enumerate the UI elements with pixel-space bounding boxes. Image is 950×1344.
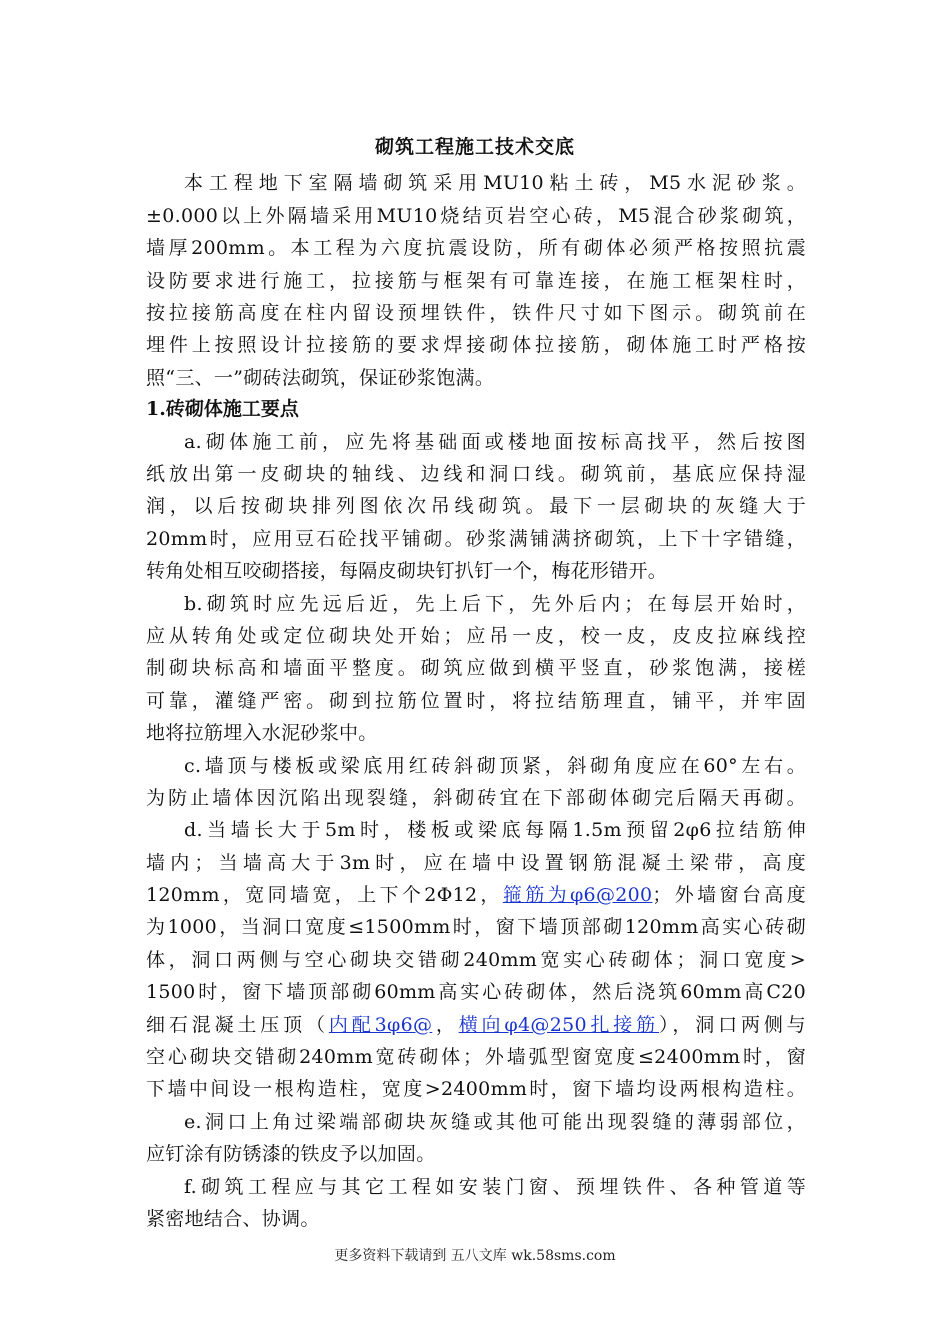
item-c-line-2: 为防止墙体因沉陷出现裂缝，斜砌砖宜在下部砌体砌完后隔天再砌。 — [146, 787, 806, 809]
intro-line-7: 照“三、一”砌砖法砌筑，保证砂浆饱满。 — [146, 367, 495, 389]
stirrup-link[interactable]: 箍筋为φ6@200 — [502, 884, 653, 906]
item-d-line-4: 为1000，当洞口宽度≤1500mm时，窗下墙顶部砌120mm高实心砖砌 — [146, 916, 806, 938]
intro-line-4: 设防要求进行施工，拉接筋与框架有可靠连接，在施工框架柱时， — [146, 270, 806, 292]
item-b-line-3: 制砌块标高和墙面平整度。砌筑应做到横平竖直，砂浆饱满，接槎 — [146, 657, 806, 679]
item-a-line-1: a.砌体施工前，应先将基础面或楼地面按标高找平，然后按图 — [184, 431, 806, 453]
item-a-line-3: 润，以后按砌块排列图依次吊线砌筑。最下一层砌块的灰缝大于 — [146, 495, 806, 517]
item-b-line-5: 地将拉筋埋入水泥砂浆中。 — [146, 722, 378, 744]
item-e-line-1: e.洞口上角过梁端部砌块灰缝或其他可能出现裂缝的薄弱部位， — [184, 1111, 806, 1133]
document-title: 砌筑工程施工技术交底 — [374, 136, 575, 158]
intro-line-5: 按拉接筋高度在柱内留设预埋铁件，铁件尺寸如下图示。砌筑前在 — [146, 302, 806, 324]
item-d-line-3 — [146, 880, 806, 912]
item-d-line-1: d.当墙长大于5m时，楼板或梁底每隔1.5m预留2φ6拉结筋伸 — [184, 819, 806, 841]
item-a-line-2: 纸放出第一皮砌块的轴线、边线和洞口线。砌筑前，基底应保持湿 — [146, 463, 806, 485]
item-d-line-5: 体，洞口两侧与空心砌块交错砌240mm宽实心砖砌体；洞口宽度> — [146, 949, 806, 971]
item-a-line-5: 转角处相互咬砌搭接，每隔皮砌块钉扒钉一个，梅花形错开。 — [146, 560, 668, 582]
intro-line-3: 墙厚200mm。本工程为六度抗震设防，所有砌体必须严格按照抗震 — [146, 237, 806, 259]
item-f-line-1: f.砌筑工程应与其它工程如安装门窗、预埋铁件、各种管道等 — [184, 1176, 806, 1198]
item-d-line-7 — [146, 1010, 806, 1042]
item-d-line-7-separator: ， — [432, 1014, 459, 1036]
item-e-line-2: 应钉涂有防锈漆的铁皮予以加固。 — [146, 1143, 436, 1165]
section-heading: 1.砖砌体施工要点 — [146, 398, 299, 420]
item-d-line-3-text: 120mm，宽同墙宽，上下个2Φ12， — [146, 884, 503, 906]
intro-line-1: 本工程地下室隔墙砌筑采用MU10粘土砖，M5水泥砂浆。 — [184, 172, 806, 194]
item-b-line-4: 可靠，灌缝严密。砌到拉筋位置时，将拉结筋理直，铺平，并牢固 — [146, 690, 806, 712]
inner-rebar-link[interactable]: 内配3φ6@ — [328, 1014, 433, 1036]
intro-line-2: ±0.000以上外隔墙采用MU10烧结页岩空心砖，M5混合砂浆砌筑， — [146, 205, 806, 227]
transverse-rebar-link[interactable]: 横向φ4@250扎接筋 — [458, 1014, 660, 1036]
item-d-line-8: 空心砌块交错砌240mm宽砖砌体；外墙弧型窗宽度≤2400mm时，窗 — [146, 1046, 806, 1068]
item-d-line-9: 下墙中间设一根构造柱，宽度>2400mm时，窗下墙均设两根构造柱。 — [146, 1078, 806, 1100]
item-d-line-7-text-end: ），洞口两侧与 — [659, 1014, 806, 1036]
item-a-line-4: 20mm时，应用豆石砼找平铺砌。砂浆满铺满挤砌筑，上下十字错缝， — [146, 528, 806, 550]
intro-line-6: 埋件上按照设计拉接筋的要求焊接砌体拉接筋，砌体施工时严格按 — [146, 334, 806, 356]
footer-note: 更多资料下载请到 五八文库 wk.58sms.com — [334, 1248, 616, 1264]
item-d-line-6: 1500时，窗下墙顶部砌60mm高实心砖砌体，然后浇筑60mm高C20 — [146, 981, 806, 1003]
item-c-line-1: c.墙顶与楼板或梁底用红砖斜砌顶紧，斜砌角度应在60°左右。 — [184, 755, 806, 777]
item-d-line-7-text: 细石混凝土压顶（ — [146, 1014, 329, 1036]
item-d-line-3-text-end: ；外墙窗台高度 — [652, 884, 807, 906]
item-b-line-1: b.砌筑时应先远后近，先上后下，先外后内；在每层开始时， — [184, 593, 806, 615]
item-d-line-2: 墙内；当墙高大于3m时，应在墙中设置钢筋混凝土梁带，高度 — [146, 852, 806, 874]
item-b-line-2: 应从转角处或定位砌块处开始；应吊一皮，校一皮，皮皮拉麻线控 — [146, 625, 806, 647]
item-f-line-2: 紧密地结合、协调。 — [146, 1208, 320, 1230]
